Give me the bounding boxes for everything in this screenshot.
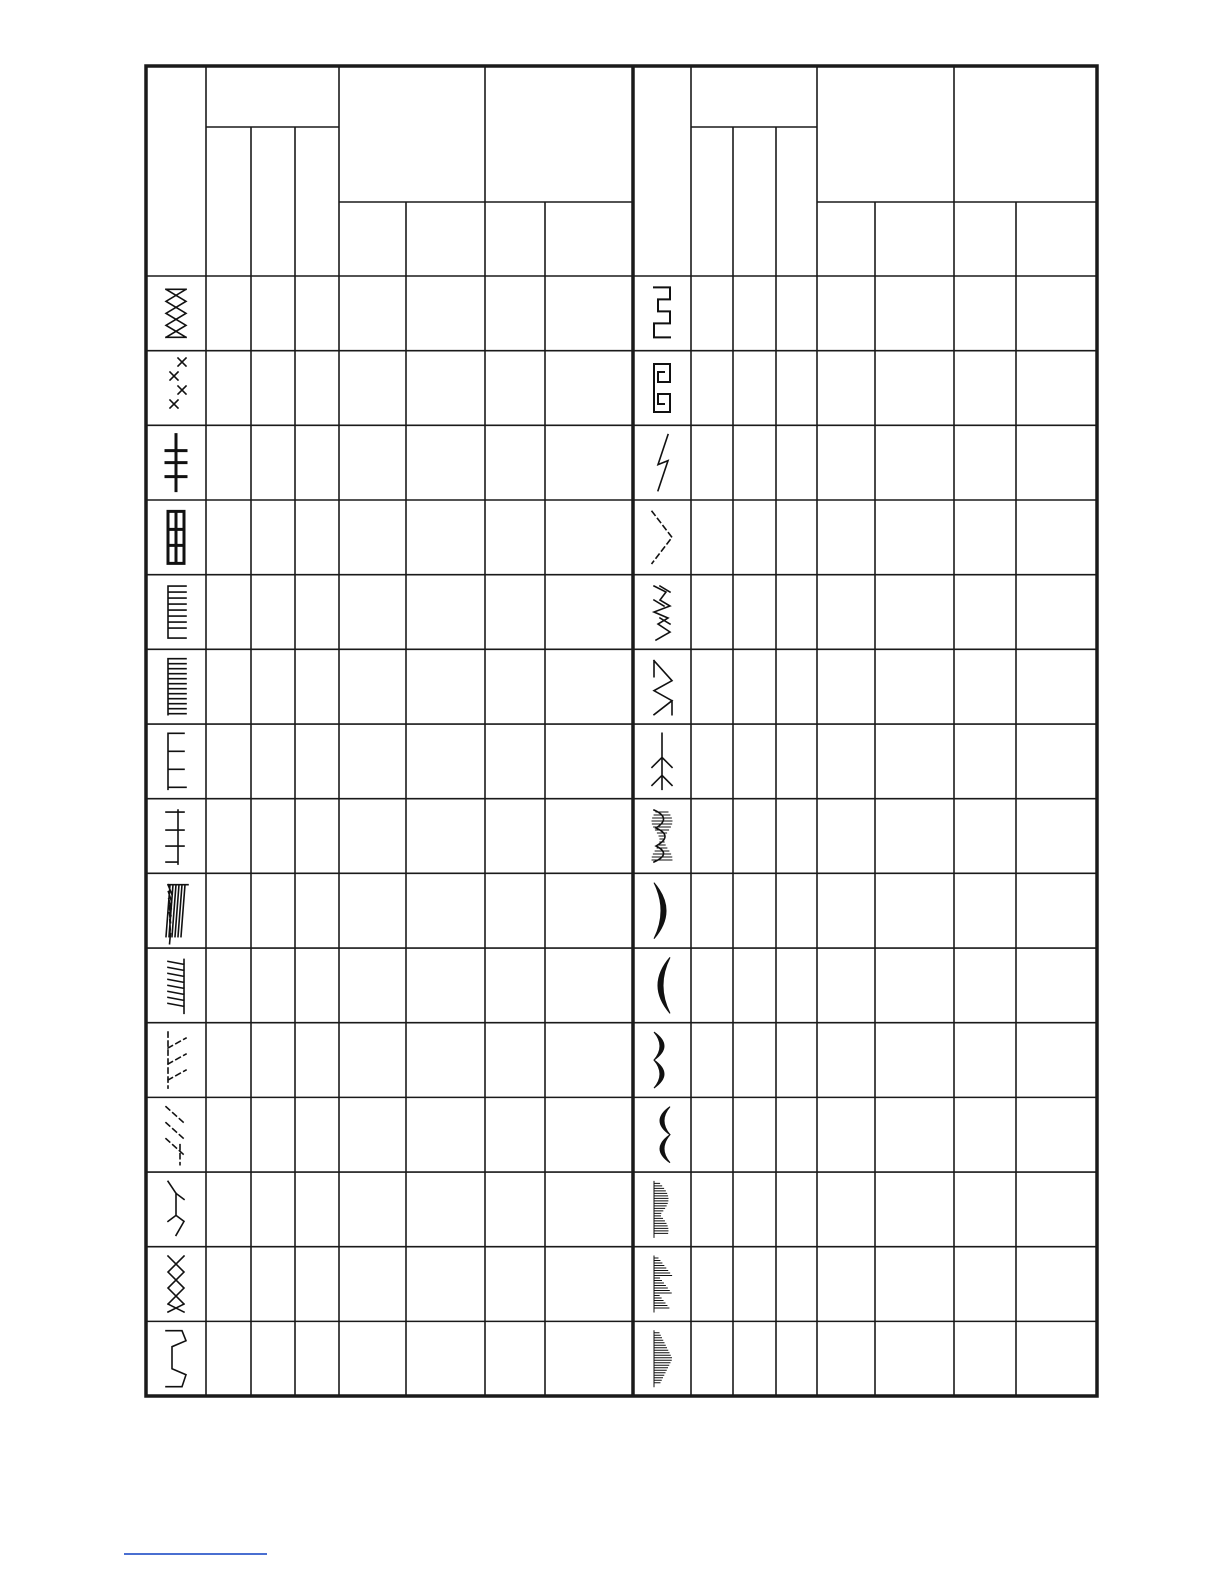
zigzag-triangle-stitch-icon (166, 289, 186, 337)
comb-sparse-stitch-icon (168, 733, 186, 789)
comb-dense-stitch-icon (168, 586, 186, 638)
comb-reverse-stitch-icon (166, 810, 184, 864)
satin-fan-stitch-icon (654, 1331, 672, 1387)
triangle-zigzag-stitch-icon (654, 661, 672, 715)
step-zigzag-stitch-icon (166, 1331, 186, 1387)
slanted-comb-stitch-icon (166, 885, 188, 944)
dashed-chevron-stitch-icon (652, 511, 672, 563)
y-branch-stitch-icon (168, 1181, 184, 1235)
dashed-branch-stitch-icon (168, 1032, 186, 1088)
scallop-satin-stitch-icon (652, 810, 672, 862)
satin-tree-stitch-icon (654, 1256, 672, 1312)
double-scallop-left-stitch-icon (660, 1107, 670, 1163)
greek-key-stitch-icon (654, 287, 670, 337)
slanted-comb-reverse-stitch-icon (168, 959, 184, 1013)
feather-cross-stitch-icon (170, 358, 186, 408)
crescent-left-stitch-icon (658, 957, 670, 1013)
comb-medium-stitch-icon (168, 659, 186, 715)
footer-underline (124, 1553, 267, 1555)
dashed-slant-stitch-icon (166, 1107, 186, 1165)
double-x-stitch-icon (168, 1256, 184, 1312)
lightning-stitch-icon (658, 435, 668, 491)
double-scallop-right-stitch-icon (654, 1032, 664, 1088)
double-cross-bar-stitch-icon (166, 435, 186, 491)
greek-spiral-stitch-icon (654, 364, 670, 412)
wave-chain-stitch-icon (654, 586, 670, 640)
arrow-branch-stitch-icon (652, 733, 672, 789)
box-grid-stitch-icon (168, 511, 184, 563)
satin-taper-stitch-icon (654, 1181, 668, 1237)
crescent-right-stitch-icon (654, 883, 666, 939)
stitch-icons (166, 287, 672, 1386)
table-grid (146, 66, 1097, 1396)
